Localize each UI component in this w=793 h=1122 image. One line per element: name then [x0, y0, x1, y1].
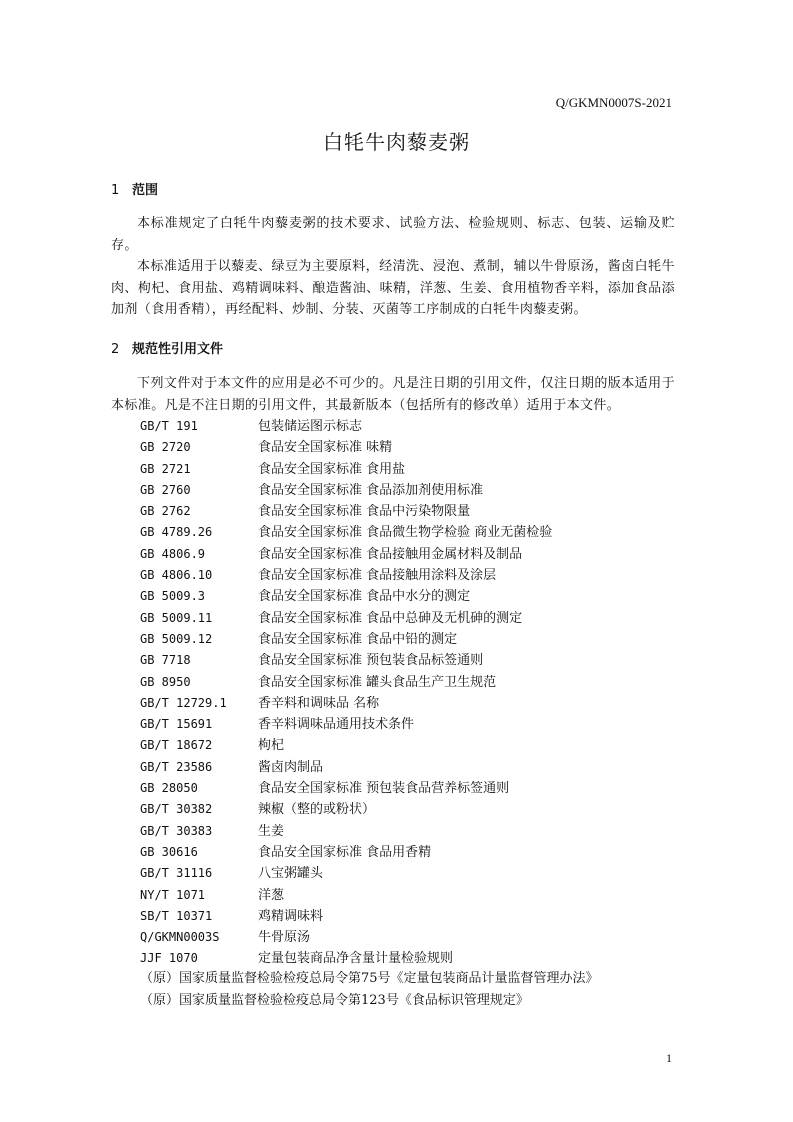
reference-item: [140, 863, 700, 884]
reference-item: [140, 608, 700, 629]
reference-title: 食品安全国家标准 食品微生物学检验 商业无菌检验: [258, 525, 553, 541]
reference-item: [140, 799, 700, 820]
section-title: 范围: [132, 183, 159, 198]
reference-title: 食品安全国家标准 罐头食品生产卫生规范: [258, 674, 497, 690]
reference-code: Q/GKMN0003S: [140, 930, 220, 945]
reference-item: [140, 714, 700, 735]
reference-title: 食品安全国家标准 食品添加剂使用标准: [258, 482, 484, 498]
reference-title: 鸡精调味料: [258, 908, 324, 924]
reference-item: [140, 842, 700, 863]
reference-code: GB 2721: [140, 461, 191, 476]
reference-title: 食品安全国家标准 食品中铅的测定: [258, 631, 458, 647]
reference-item: [140, 885, 700, 906]
reference-title: 食品安全国家标准 食品用香精: [258, 844, 432, 860]
reference-item: [140, 693, 700, 714]
reference-code: GB 4789.26: [140, 525, 213, 540]
reference-title: 食品安全国家标准 食用盐: [258, 461, 406, 477]
scope-paragraph-1: 本标准规定了白牦牛肉藜麦粥的技术要求、试验方法、检验规则、标志、包装、运输及贮存。: [111, 216, 675, 253]
reference-item: [140, 586, 700, 607]
reference-code: GB 5009.12: [140, 631, 213, 646]
page-number: 1: [666, 1051, 672, 1065]
reference-item: [140, 459, 700, 480]
reference-title: 牛骨原汤: [258, 930, 311, 946]
reference-title: 食品安全国家标准 味精: [258, 440, 393, 456]
section-2-heading: [111, 338, 223, 357]
reference-code: GB 5009.3: [140, 589, 206, 604]
reference-title: 洋葱: [258, 887, 285, 903]
reference-item: [140, 778, 700, 799]
reference-item: [140, 629, 700, 650]
reference-code: GB/T 23586: [140, 759, 213, 774]
reference-title: 香辛料调味品通用技术条件: [258, 717, 415, 733]
reference-code: GB 30616: [140, 844, 198, 859]
reference-title: 酱卤肉制品: [258, 759, 324, 775]
reference-title: 食品安全国家标准 食品中水分的测定: [258, 589, 471, 605]
reference-code: GB/T 30382: [140, 802, 213, 817]
reference-item: [140, 757, 700, 778]
reference-item: [140, 565, 700, 586]
reference-title: 八宝粥罐头: [258, 866, 324, 882]
reference-code: GB/T 191: [140, 419, 198, 433]
reference-item: [140, 501, 700, 522]
reference-code: GB 7718: [140, 653, 191, 668]
reference-code: GB 4806.10: [140, 568, 213, 583]
reference-item: [140, 906, 700, 927]
reference-item: [140, 650, 700, 671]
reference-code: GB 4806.9: [140, 546, 206, 561]
decree-item: （原）国家质量监督检验检疫总局令第123号《食品标识管理规定》: [140, 992, 529, 1008]
reference-item: [140, 480, 700, 501]
reference-title: 香辛料和调味品 名称: [258, 695, 380, 711]
reference-code: GB 5009.11: [140, 610, 213, 625]
reference-title: 枸杞: [258, 738, 285, 754]
reference-code: GB 2760: [140, 482, 191, 497]
standard-code: Q/GKMN0007S-2021: [555, 95, 672, 110]
reference-code: GB/T 12729.1: [140, 695, 227, 710]
reference-code: GB 2720: [140, 440, 191, 455]
reference-item: [140, 416, 700, 437]
reference-code: GB/T 30383: [140, 823, 213, 838]
document-title: 白牦牛肉藜麦粥: [323, 130, 470, 154]
reference-code: GB 8950: [140, 674, 191, 689]
scope-paragraph-2: 本标准适用于以藜麦、绿豆为主要原料，经清洗、浸泡、煮制，辅以牛骨原汤，酱卤白牦牛肉、枸杞、食用盐、鸡精调味料、酿造酱油、味精，洋葱、生姜、食用植物香辛料，添加食品添加剂（食用香精），再经配料、炒制、分装、灭菌等工序制成的白牦牛肉藜麦粥。: [111, 259, 675, 317]
reference-item: [140, 927, 700, 948]
section-number: 1: [111, 183, 120, 198]
reference-code: GB 2762: [140, 504, 191, 519]
reference-code: GB/T 31116: [140, 866, 213, 881]
reference-code: GB/T 15691: [140, 717, 213, 732]
reference-title: 食品安全国家标准 预包装食品标签通则: [258, 653, 484, 669]
section-1-heading: [111, 179, 158, 198]
reference-item: [140, 672, 700, 693]
reference-item: [140, 544, 700, 565]
reference-title: 辣椒（整的或粉状）: [258, 802, 376, 818]
reference-list: [140, 416, 700, 970]
reference-title: 食品安全国家标准 食品中总砷及无机砷的测定: [258, 610, 523, 626]
reference-item: [140, 522, 700, 543]
references-intro-paragraph: 下列文件对于本文件的应用是必不可少的。凡是注日期的引用文件，仅注日期的版本适用于本标准。凡是不注日期的引用文件，其最新版本（包括所有的修改单）适用于本文件。: [111, 376, 675, 413]
reference-title: 定量包装商品净含量计量检验规则: [258, 951, 454, 967]
reference-title: 生姜: [258, 823, 285, 839]
reference-item: [140, 735, 700, 756]
reference-code: SB/T 10371: [140, 908, 213, 923]
reference-item: [140, 821, 700, 842]
reference-item: [140, 948, 700, 969]
decree-list: [140, 968, 599, 1011]
reference-title: 食品安全国家标准 食品接触用涂料及涂层: [258, 568, 497, 584]
reference-item: [140, 437, 700, 458]
decree-item: （原）国家质量监督检验检疫总局令第75号《定量包装商品计量监督管理办法》: [140, 971, 599, 986]
reference-code: JJF 1070: [140, 951, 198, 966]
section-number: 2: [111, 342, 120, 357]
reference-code: GB 28050: [140, 781, 198, 796]
reference-code: NY/T 1071: [140, 887, 206, 902]
section-title: 规范性引用文件: [132, 342, 224, 357]
reference-title: 包装储运图示标志: [258, 419, 363, 434]
reference-code: GB/T 18672: [140, 738, 213, 753]
reference-title: 食品安全国家标准 预包装食品营养标签通则: [258, 781, 510, 797]
reference-title: 食品安全国家标准 食品中污染物限量: [258, 504, 471, 520]
reference-title: 食品安全国家标准 食品接触用金属材料及制品: [258, 546, 523, 562]
